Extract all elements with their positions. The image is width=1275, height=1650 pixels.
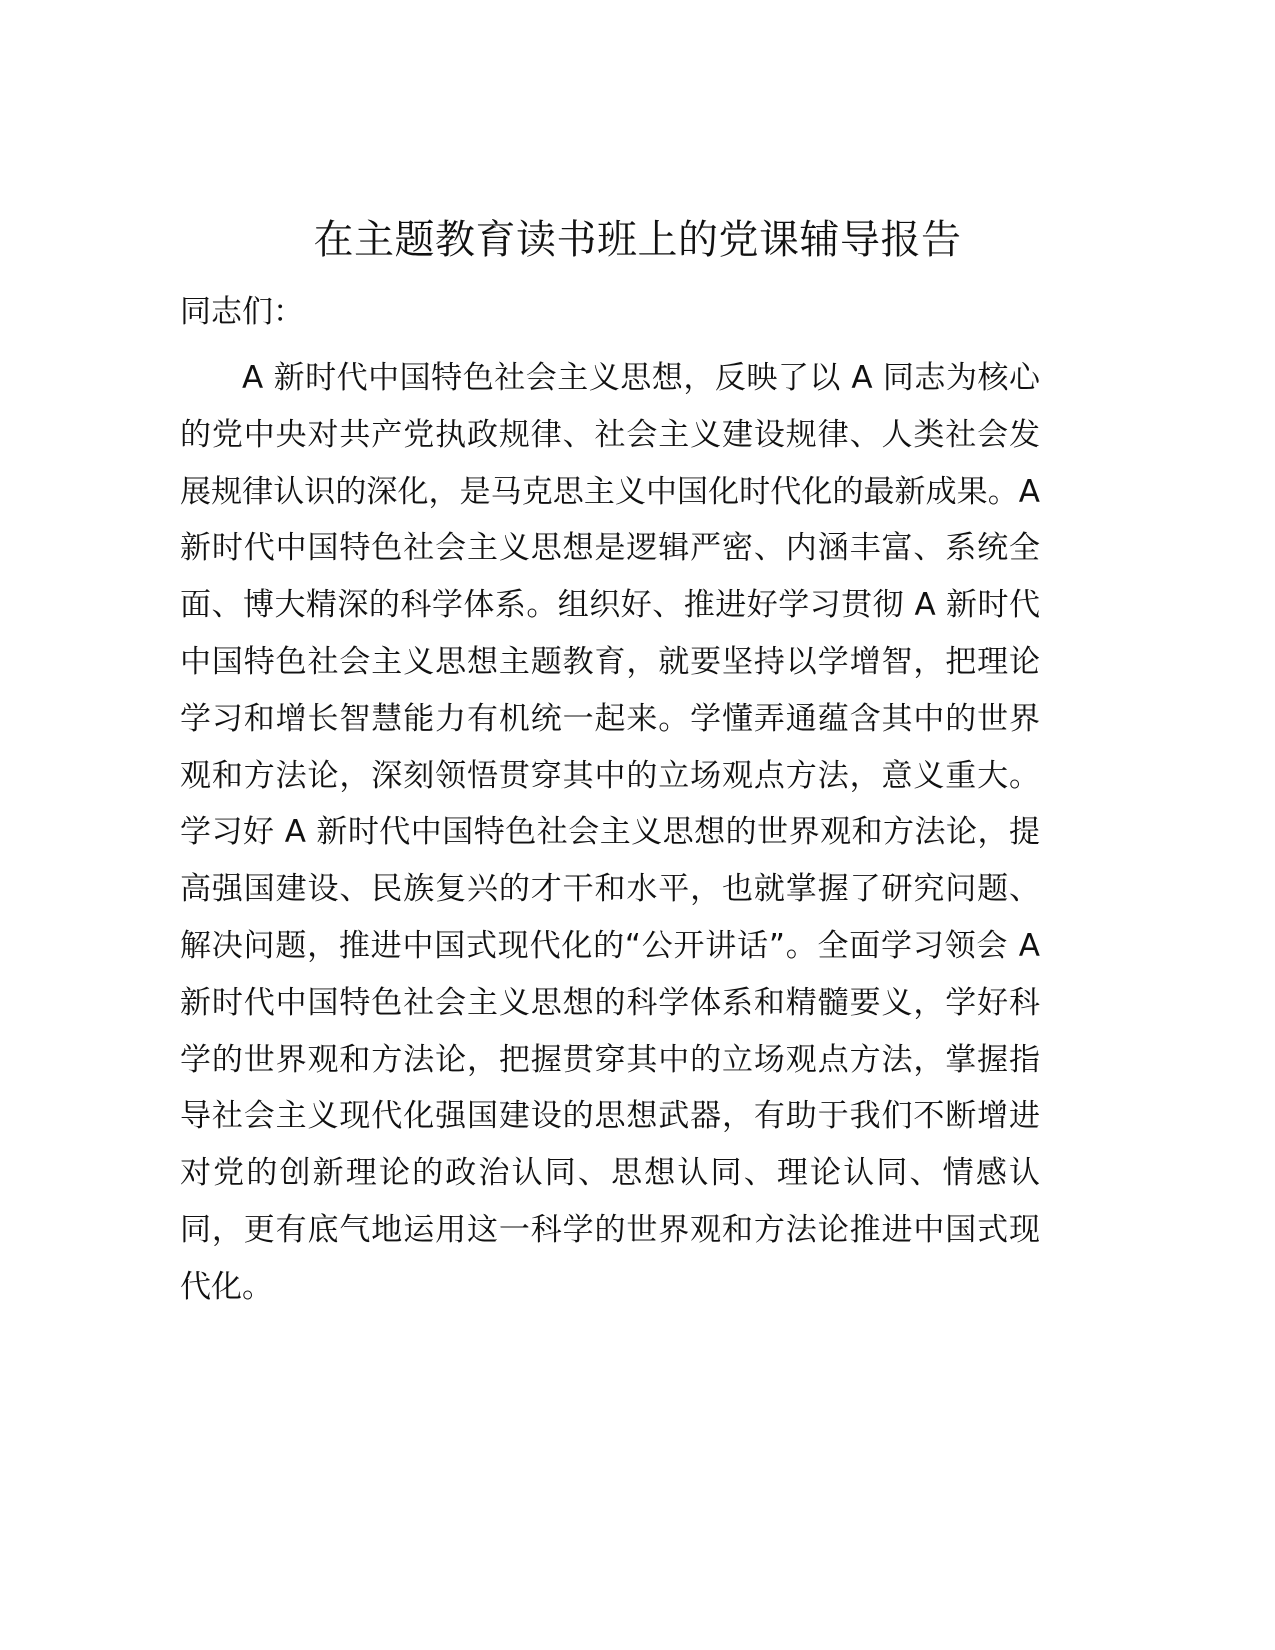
body-paragraph: A 新时代中国特色社会主义思想，反映了以 A 同志为核心的党中央对共产党执政规律、社会主义建设规律、人类社会发展规律认识的深化，是马克思主义中国化时代化的最新成果。A 新时代中国特色社会主义思想是逻辑严密、内涵丰富、系统全面、博大精深的科学体系。组织好、推进好学习贯彻 A 新时代中国特色社会主义思想主题教育，就要坚持以学增智，把理论学习和增长智慧能力有机统一起来。学懂弄通蕴含其中的世界观和方法论，深刻领悟贯穿其中的立场观点方法，意义重大。学习好 A 新时代中国特色社会主义思想的世界观和方法论，提高强国建设、民族复兴的才干和水平，也就掌握了研究问题、解决问题，推进中国式现代化的“公开讲话”。全面学习领会 A 新时代中国特色社会主义思想的科学体系和精髓要义，学好科学的世界观和方法论，把握贯穿其中的立场观点方法，掌握指导社会主义现代化强国建设的思想武器，有助于我们不断增进对党的创新理论的政治认同、思想认同、理论认同、情感认同，更有底气地运用这一科学的世界观和方法论推进中国式现代化。 <box>180 360 1040 1305</box>
salutation: 同志们： <box>180 294 304 330</box>
document-title: 在主题教育读书班上的党课辅导报告 <box>313 217 962 263</box>
